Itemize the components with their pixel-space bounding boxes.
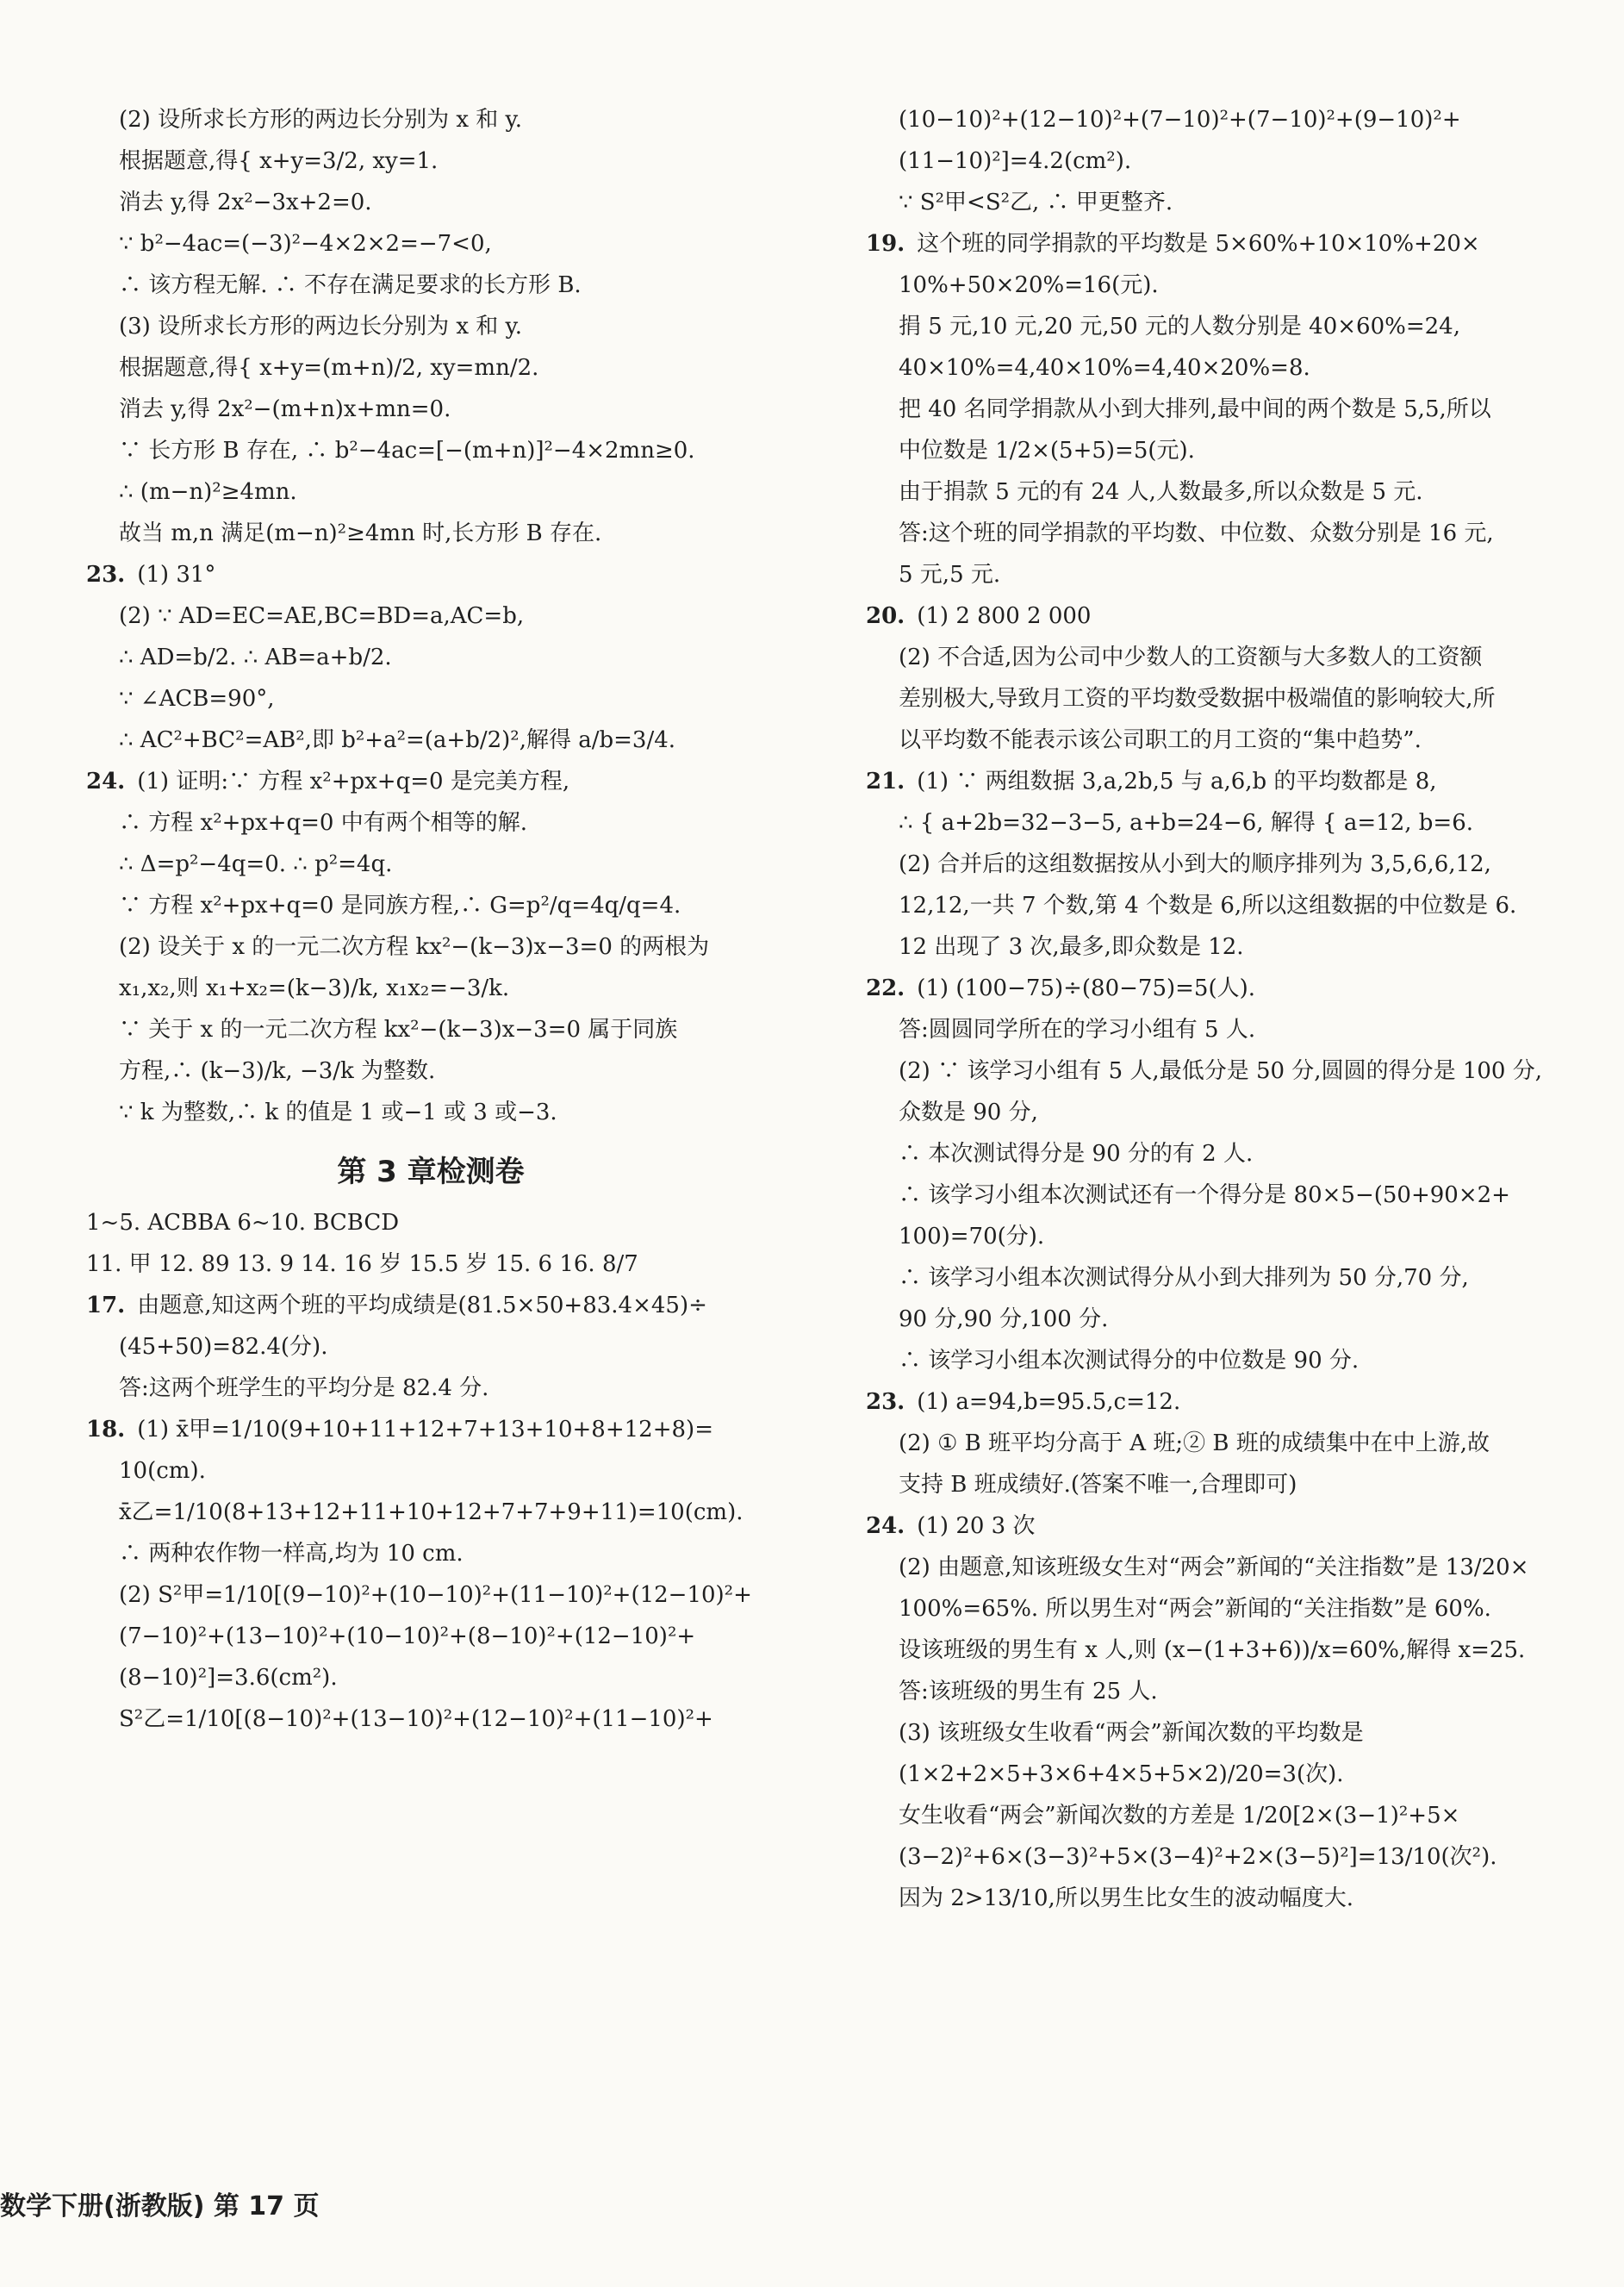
text-line	[86, 306, 775, 347]
text-line	[86, 554, 775, 595]
text-line	[866, 306, 1555, 347]
text-line	[866, 1630, 1555, 1671]
line-text: (1) 证明:∵ 方程 x²+px+q=0 是完美方程,	[137, 769, 570, 795]
text-line	[866, 182, 1555, 223]
text-line	[86, 99, 775, 140]
line-text: 众数是 90 分,	[899, 1100, 1038, 1125]
line-text: ∴ 方程 x²+px+q=0 中有两个相等的解.	[119, 810, 527, 836]
line-text: 12,12,一共 7 个数,第 4 个数是 6,所以这组数据的中位数是 6.	[899, 893, 1517, 919]
line-text: ∵ 长方形 B 存在, ∴ b²−4ac=[−(m+n)]²−4×2mn≥0.	[119, 438, 695, 464]
text-line	[86, 637, 775, 678]
line-text: 因为 2>13/10,所以男生比女生的波动幅度大.	[899, 1885, 1354, 1911]
line-text: (1) x̄甲=1/10(9+10+11+12+7+13+10+8+12+8)=	[137, 1417, 713, 1443]
line-text: ∴ AC²+BC²=AB²,即 b²+a²=(a+b/2)²,解得 a/b=3/4.	[119, 727, 676, 753]
text-line	[86, 1092, 775, 1133]
line-text: (1) 31°	[137, 562, 216, 588]
line-text: 答:该班级的男生有 25 人.	[899, 1679, 1158, 1704]
text-line	[866, 720, 1555, 761]
line-text: ∴ 本次测试得分是 90 分的有 2 人.	[899, 1141, 1254, 1167]
line-text: ∵ S²甲<S²乙, ∴ 甲更整齐.	[899, 190, 1173, 215]
text-line	[866, 1381, 1555, 1423]
text-line	[866, 968, 1555, 1009]
text-line	[866, 844, 1555, 885]
text-line	[86, 347, 775, 389]
line-text: ∵ 关于 x 的一元二次方程 kx²−(k−3)x−3=0 属于同族	[119, 1017, 678, 1043]
line-text: 100%=65%. 所以男生对“两会”新闻的“关注指数”是 60%.	[899, 1596, 1491, 1622]
text-line	[866, 1092, 1555, 1133]
text-line	[86, 720, 775, 761]
line-text: ∴ AD=b/2. ∴ AB=a+b/2.	[119, 645, 392, 670]
line-text: 根据题意,得{ x+y=(m+n)/2, xy=mn/2.	[119, 355, 539, 381]
line-text: (1) ∵ 两组数据 3,a,2b,5 与 a,6,b 的平均数都是 8,	[917, 769, 1437, 795]
text-line	[86, 1616, 775, 1657]
text-line	[86, 471, 775, 513]
text-line	[866, 1257, 1555, 1299]
text-line	[86, 1533, 775, 1574]
line-text: 设该班级的男生有 x 人,则 (x−(1+3+6))/x=60%,解得 x=25.	[899, 1637, 1526, 1663]
line-text: 由题意,知这两个班的平均成绩是(81.5×50+83.4×45)÷	[137, 1293, 707, 1318]
line-text: 这个班的同学捐款的平均数是 5×60%+10×10%+20×	[917, 231, 1480, 257]
line-text: 10%+50×20%=16(元).	[899, 272, 1159, 298]
text-line	[866, 1175, 1555, 1216]
line-text: 10(cm).	[119, 1458, 206, 1484]
text-line	[86, 430, 775, 471]
text-line	[86, 802, 775, 844]
text-line	[866, 1588, 1555, 1630]
text-line	[866, 389, 1555, 430]
text-line	[86, 1574, 775, 1616]
text-line	[866, 1050, 1555, 1092]
line-text: ∴ 该方程无解. ∴ 不存在满足要求的长方形 B.	[119, 272, 582, 298]
line-text: ∵ ∠ACB=90°,	[119, 686, 275, 712]
text-line	[866, 430, 1555, 471]
text-line	[86, 844, 775, 885]
line-text: ∵ 方程 x²+px+q=0 是同族方程,∴ G=p²/q=4q/q=4.	[119, 893, 681, 919]
question-number: 24.	[86, 769, 126, 795]
text-line	[866, 637, 1555, 678]
line-text: 90 分,90 分,100 分.	[899, 1306, 1109, 1332]
text-line	[86, 678, 775, 720]
section-title: 第 3 章检测卷	[337, 1155, 525, 1189]
text-line	[866, 678, 1555, 720]
text-line	[866, 554, 1555, 595]
line-text: 1~5. ACBBA 6~10. BCBCD	[86, 1210, 400, 1236]
text-line	[86, 968, 775, 1009]
right-column	[866, 99, 1555, 1919]
line-text: 12 出现了 3 次,最多,即众数是 12.	[899, 934, 1244, 960]
line-text: 消去 y,得 2x²−3x+2=0.	[119, 190, 372, 215]
text-line	[86, 926, 775, 968]
text-line	[866, 1505, 1555, 1547]
line-text: (2) 不合适,因为公司中少数人的工资额与大多数人的工资额	[899, 645, 1483, 670]
text-line	[86, 1657, 775, 1698]
text-line	[86, 1009, 775, 1050]
line-text: (3−2)²+6×(3−3)²+5×(3−4)²+2×(3−5)²]=13/10(次²).	[899, 1844, 1497, 1870]
line-text: 11. 甲 12. 89 13. 9 14. 16 岁 15.5 岁 15. 6 16. 8/7	[86, 1251, 638, 1277]
text-line	[866, 1423, 1555, 1464]
line-text: (2) 合并后的这组数据按从小到大的顺序排列为 3,5,6,6,12,	[899, 851, 1491, 877]
text-line	[86, 1202, 775, 1243]
question-number: 21.	[866, 769, 905, 795]
line-text: (3) 该班级女生收看“两会”新闻次数的平均数是	[899, 1720, 1364, 1746]
line-text: (7−10)²+(13−10)²+(10−10)²+(8−10)²+(12−10)²+	[119, 1623, 696, 1649]
line-text: (8−10)²]=3.6(cm²).	[119, 1665, 338, 1691]
text-line	[866, 1133, 1555, 1175]
text-line	[866, 1878, 1555, 1919]
line-text: x₁,x₂,则 x₁+x₂=(k−3)/k, x₁x₂=−3/k.	[119, 975, 510, 1001]
line-text: ∴ 该学习小组本次测试还有一个得分是 80×5−(50+90×2+	[899, 1182, 1510, 1208]
line-text: (1) a=94,b=95.5,c=12.	[917, 1389, 1181, 1415]
line-text: (1) (100−75)÷(80−75)=5(人).	[917, 975, 1256, 1001]
line-text: 方程,∴ (k−3)/k, −3/k 为整数.	[119, 1058, 436, 1084]
line-text: ∴ 该学习小组本次测试得分的中位数是 90 分.	[899, 1348, 1360, 1374]
question-number: 24.	[866, 1513, 905, 1539]
line-text: 消去 y,得 2x²−(m+n)x+mn=0.	[119, 396, 451, 422]
line-text: 捐 5 元,10 元,20 元,50 元的人数分别是 40×60%=24,	[899, 314, 1460, 340]
line-text: 把 40 名同学捐款从小到大排列,最中间的两个数是 5,5,所以	[899, 396, 1491, 422]
question-number: 20.	[866, 603, 905, 629]
text-line	[86, 1492, 775, 1533]
text-line	[866, 1712, 1555, 1754]
line-text: 中位数是 1/2×(5+5)=5(元).	[899, 438, 1195, 464]
line-text: 答:这个班的同学捐款的平均数、中位数、众数分别是 16 元,	[899, 520, 1494, 546]
text-line	[866, 1836, 1555, 1878]
question-number: 19.	[866, 231, 905, 257]
line-text: ∵ k 为整数,∴ k 的值是 1 或−1 或 3 或−3.	[119, 1100, 557, 1125]
text-line	[866, 1464, 1555, 1505]
text-line	[86, 595, 775, 637]
line-text: 女生收看“两会”新闻次数的方差是 1/20[2×(3−1)²+5×	[899, 1803, 1460, 1829]
text-line	[866, 1795, 1555, 1836]
line-text: 以平均数不能表示该公司职工的月工资的“集中趋势”.	[899, 727, 1422, 753]
line-text: ∴ 该学习小组本次测试得分从小到大排列为 50 分,70 分,	[899, 1265, 1469, 1291]
text-line	[866, 802, 1555, 844]
text-line	[86, 1450, 775, 1492]
line-text: 根据题意,得{ x+y=3/2, xy=1.	[119, 148, 439, 174]
line-text: 答:这两个班学生的平均分是 82.4 分.	[119, 1375, 489, 1401]
line-text: ∴ (m−n)²≥4mn.	[119, 479, 297, 505]
text-line	[86, 1698, 775, 1740]
question-number: 18.	[86, 1417, 126, 1443]
line-text: (11−10)²]=4.2(cm²).	[899, 148, 1132, 174]
question-number: 22.	[866, 975, 905, 1001]
question-number: 23.	[866, 1389, 905, 1415]
line-text: 故当 m,n 满足(m−n)²≥4mn 时,长方形 B 存在.	[119, 520, 602, 546]
text-line	[86, 1285, 775, 1326]
text-line	[866, 347, 1555, 389]
line-text: (3) 设所求长方形的两边长分别为 x 和 y.	[119, 314, 523, 340]
line-text: 100)=70(分).	[899, 1224, 1045, 1249]
text-line	[866, 1340, 1555, 1381]
line-text: (2) ① B 班平均分高于 A 班;② B 班的成绩集中在中上游,故	[899, 1430, 1490, 1456]
left-column	[86, 99, 775, 1740]
question-number: 23.	[86, 562, 126, 588]
text-line	[86, 389, 775, 430]
text-line	[866, 99, 1555, 140]
text-line	[866, 1009, 1555, 1050]
text-line	[86, 513, 775, 554]
text-line	[866, 1671, 1555, 1712]
line-text: (2) 设关于 x 的一元二次方程 kx²−(k−3)x−3=0 的两根为	[119, 934, 710, 960]
line-text: (1×2+2×5+3×6+4×5+5×2)/20=3(次).	[899, 1761, 1344, 1787]
line-text: (10−10)²+(12−10)²+(7−10)²+(7−10)²+(9−10)²+	[899, 107, 1461, 133]
line-text: (2) ∵ AD=EC=AE,BC=BD=a,AC=b,	[119, 603, 525, 629]
text-line	[866, 761, 1555, 802]
line-text: S²乙=1/10[(8−10)²+(13−10)²+(12−10)²+(11−10)²+	[119, 1706, 713, 1732]
text-line	[866, 1216, 1555, 1257]
line-text: (2) 设所求长方形的两边长分别为 x 和 y.	[119, 107, 523, 133]
line-text: ∵ b²−4ac=(−3)²−4×2×2=−7<0,	[119, 231, 492, 257]
text-line	[866, 513, 1555, 554]
text-line	[86, 265, 775, 306]
line-text: (2) ∵ 该学习小组有 5 人,最低分是 50 分,圆圆的得分是 100 分,	[899, 1058, 1542, 1084]
text-line	[866, 1754, 1555, 1795]
text-line	[86, 1050, 775, 1092]
line-text: 5 元,5 元.	[899, 562, 1001, 588]
question-number: 17.	[86, 1293, 126, 1318]
text-line	[86, 1409, 775, 1450]
line-text: (1) 2 800 2 000	[917, 603, 1092, 629]
text-line	[866, 265, 1555, 306]
text-line	[866, 1547, 1555, 1588]
line-text: (2) S²甲=1/10[(9−10)²+(10−10)²+(11−10)²+(12−10)²+	[119, 1582, 752, 1608]
text-line	[86, 761, 775, 802]
line-text: (2) 由题意,知该班级女生对“两会”新闻的“关注指数”是 13/20×	[899, 1555, 1529, 1580]
line-text: ∴ 两种农作物一样高,均为 10 cm.	[119, 1541, 464, 1567]
line-text: ∴ Δ=p²−4q=0. ∴ p²=4q.	[119, 851, 393, 877]
line-text: 40×10%=4,40×10%=4,40×20%=8.	[899, 355, 1310, 381]
text-line	[86, 1368, 775, 1409]
text-line	[866, 885, 1555, 926]
line-text: 差别极大,导致月工资的平均数受数据中极端值的影响较大,所	[899, 686, 1496, 712]
text-line	[86, 182, 775, 223]
text-line	[866, 140, 1555, 182]
page-footer: 数学下册(浙教版) 第 17 页	[0, 2191, 320, 2222]
text-line	[86, 223, 775, 265]
line-text: (1) 20 3 次	[917, 1513, 1036, 1539]
text-line	[866, 223, 1555, 265]
line-text: 由于捐款 5 元的有 24 人,人数最多,所以众数是 5 元.	[899, 479, 1423, 505]
line-text: (45+50)=82.4(分).	[119, 1334, 328, 1360]
line-text: 答:圆圆同学所在的学习小组有 5 人.	[899, 1017, 1256, 1043]
line-text: ∴ { a+2b=32−3−5, a+b=24−6, 解得 { a=12, b=6.	[899, 810, 1473, 836]
text-line	[866, 595, 1555, 637]
text-line	[86, 1243, 775, 1285]
text-line	[866, 1299, 1555, 1340]
text-line	[866, 926, 1555, 968]
text-line	[86, 140, 775, 182]
text-line	[866, 471, 1555, 513]
line-text: 支持 B 班成绩好.(答案不唯一,合理即可)	[899, 1472, 1297, 1498]
line-text: x̄乙=1/10(8+13+12+11+10+12+7+7+9+11)=10(cm).	[119, 1499, 744, 1525]
text-line	[86, 885, 775, 926]
text-line	[86, 1326, 775, 1368]
